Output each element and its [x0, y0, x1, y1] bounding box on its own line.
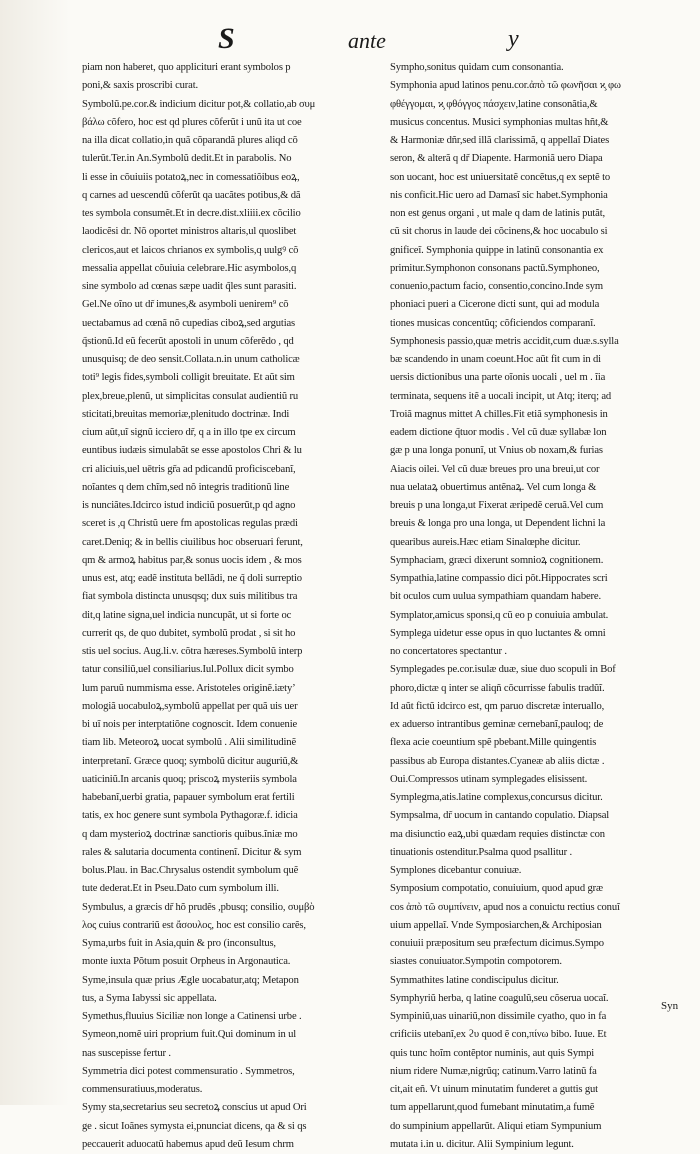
text-line: plex,breue,plenũ, ut simplicitas consulat audientiũ ru [82, 390, 299, 402]
text-line: mutata i.in u. dicitur. Alii Sympinium legunt. [390, 1138, 574, 1150]
text-line: quis tunc hoĩm contẽptor numinis, aut quis Sympi [390, 1047, 595, 1059]
text-line: unus est, atq; eadẽ instituta bellãdi, ne q̃ doli surreptio [82, 573, 302, 584]
text-line: fiat symbola distincta unusqsq; dux suis militibus tra [82, 591, 298, 603]
text-line: Troiã magnus mittet A chilles.Fit etiã symphonesis in [390, 408, 608, 420]
text-line: Symphyriũ herba, q latine coagulũ,seu cõserua uocaĩ. [390, 992, 609, 1004]
text-line: siastes conuiuator.Sympotin compotorem. [390, 956, 562, 968]
text-line: Oui.Compressos utinam symplegades elisissent. [390, 773, 588, 785]
text-line: bolus.Plau. in Bac.Chrysalus ostendit symbolum quẽ [82, 865, 299, 876]
text-line: nis conficit.Hic uero ad Damasĩ sic habet.Symphonia [390, 189, 608, 201]
left-text-column [82, 59, 382, 1154]
text-line: lum paruũ nummisma esse. Aristoteles originẽ.iætyʼ [82, 682, 296, 694]
text-line: noĩantes q dem chĩm,sed nõ integris traditionũ line [82, 481, 290, 493]
text-line: dit,q latine signa,uel indicia nuncupãt, ut si forte oc [82, 609, 292, 621]
text-line: flexa acie coeuntium spẽ pbebant.Mille quingentis [390, 737, 597, 749]
text-line: & Harmoniæ dñr,sed illã clarissimã, q appellaĩ Diates [390, 135, 610, 146]
text-line: Symposium compotatio, conuiuium, quod apud græ [390, 883, 603, 895]
text-line: primitur.Symphonon consonans pactũ.Symphoneo, [390, 262, 600, 274]
text-line: Sympsalma, dr̃ uocum in cantando copulatio. Diapsal [390, 810, 610, 822]
text-line: habebanĩ,uerbi gratia, papauer symbolum erat fertili [82, 792, 295, 803]
text-line: laodicẽsi dr. Nõ oportet ministros altaris,ul quoslibet [82, 226, 297, 238]
running-head-initial: S [218, 22, 235, 55]
text-line: Symeon,nomẽ uiri proprium fuit.Qui dominum in ul [82, 1029, 297, 1041]
text-line: tute dederat.Et in Pseu.Dato cum symbolum illi. [82, 883, 279, 895]
text-line: non est genus organi , ut male q dam de latinis putãt, [390, 208, 606, 219]
text-line: Symplator,amicus sponsi,q cũ eo p conuiuia ambulat. [390, 609, 609, 621]
text-line: bi uĩ nois per interptatiõne cognoscit. Idem conuenie [82, 719, 298, 730]
text-line: son uocant, hoc est uniuersitatẽ concẽtus,q ex septẽ to [390, 171, 611, 183]
text-line: Syma,urbs fuit in Asia,quin & pro (inconsultus, [82, 938, 276, 949]
text-line: ex aduerso intrantibus geminæ cernebanĩ,pauloq; de [390, 719, 604, 730]
text-line: monte iuxta Põtum posuit Orpheus in Argonautica. [82, 956, 291, 968]
text-line: tulerũt.Ter.in An.Symbolũ dedit.Et in parabolis. No [82, 153, 292, 165]
text-line: bæ scandendo in unam coeunt.Hoc aũt fit cum in di [390, 354, 601, 365]
running-head-word: ante [348, 28, 386, 53]
text-line: cri aliciuis,uel uētris gr̃a ad pdicandũ proficiscebanĩ, [82, 463, 296, 475]
text-line: Syme,insula quæ prius Ægle uocabatur,atq; Metapon [82, 974, 299, 986]
text-line: Symy sta,secretarius seu secretoꝝ conscius ut apud Ori [82, 1102, 307, 1114]
text-line: phoniaci pueri a Cicerone dicti sunt, qui ad modula [390, 299, 600, 311]
text-line: ma disiunctio eaꝝ,ubi quædam requies distinctæ con [390, 828, 605, 840]
text-line: Id aũt fictũ idcirco est, qm paruo discretæ interuallo, [390, 700, 605, 712]
text-line: tes symbola consumẽt.Et in decre.dist.xliiii.ex cõcilio [82, 208, 301, 219]
text-line: ge . sicut Ioãnes symysta ei,pnunciat dicens, qa & si qs [82, 1120, 307, 1132]
text-line: interpretanĩ. Græce quoq; symbolũ dicitur auguriũ,& [82, 755, 299, 767]
text-line: Symplegades pe.cor.isulæ duæ, siue duo scopuli in Bof [390, 664, 616, 676]
text-line: φθέγγομαι, ϰ̧ φθόγγος πάσχειν,latine consonãtia,& [390, 98, 598, 110]
text-line: Symmetria dici potest commensuratio . Symmetros, [82, 1065, 295, 1077]
text-line: uectabamus ad cœnã nõ cupedias ciboꝝ,sed argutias [82, 317, 296, 329]
text-line: λος cuius contrariũ est ἄσουλος, hoc est consilio carẽs, [82, 919, 306, 931]
text-line: poni,& saxis proscribi curat. [82, 80, 198, 92]
text-line: rales & salutaria documenta continenĩ. Dicitur & sym [82, 846, 302, 858]
text-line: li esse in cõuiuiis potatoꝝ,nec in comessatiõibus eoꝝ, [82, 171, 300, 183]
text-line: tum appellarunt,quod fumebant minutatim,a fumẽ [390, 1102, 595, 1114]
text-line: caret.Deniq; & in bellis ciuilibus hoc obseruari ferunt, [82, 536, 303, 548]
text-line: qm & armoꝝ habitus par,& sonus uocis idem , & mos [82, 554, 302, 566]
text-line: gnificeĩ. Symphonia quippe in latinũ consonantia ex [390, 244, 604, 256]
text-line: peccauerit aduocatũ habemus apud deũ Iesum chrm [82, 1138, 294, 1150]
text-line: tinuationis ostenditur.Psalma quod psallitur . [390, 846, 573, 858]
text-line: Symmathites latine condiscipulus dicitur. [390, 974, 559, 986]
text-line: terminata, sequens itẽ a uocali incipit, ut Atq; iterq; ad [390, 390, 612, 402]
text-line: musicus concentus. Musici symphonias multas hñt,& [390, 116, 609, 128]
text-line: Symplegma,atis.latine complexus,concursus dicitur. [390, 792, 603, 803]
text-line: euntibus iudæis simulabãt se esse apostolos Chri & lu [82, 445, 302, 457]
gutter-shadow [0, 0, 70, 1105]
text-line: sine symbolo ad cœnas sæpe uadit q̃les sunt parasiti. [82, 281, 297, 292]
text-line: cũ sit chorus in laude dei cõcinens,& hoc uocabulo si [390, 226, 608, 238]
text-line: q carnes ad uescendũ cõferũt qa uacãtes potibus,& dã [82, 189, 301, 201]
text-line: currerit qs, de quo dubitet, symbolũ prodat , si sit ho [82, 627, 296, 639]
text-line: quearibus aureis.Hæc etiam Sinalœphe dicitur. [390, 536, 581, 548]
text-line: βάλω cõfero, hoc est qd plures cõferũt i unũ ita ut coe [82, 116, 302, 128]
catchword: Syn [661, 1000, 679, 1012]
text-line: nas suscepisse fertur . [82, 1047, 171, 1059]
text-line: Symplones dicebantur conuiuæ. [390, 865, 522, 876]
text-line: q̃stionũ.Id eũ fecerũt apostoli in unum cõferẽdo , qd [82, 335, 294, 347]
text-line: toti⁹ legis fides,symboli colligit breuitate. Et aũt sim [82, 372, 295, 384]
text-line: Sympathia,latine compassio dici põt.Hippocrates scri [390, 573, 608, 584]
right-text-column [390, 59, 688, 1154]
text-line: phoro,dictæ q inter se aliqñ cõcurrisse fabulis tradũĩ. [390, 682, 605, 694]
text-line: na illa dicat collatio,in quã cõparandã plures aliqd cõ [82, 135, 298, 146]
text-line: Aiacis oilei. Vel cũ duæ breues pro una breui,ut cor [390, 463, 600, 475]
text-line: nua uelataꝝ obuertimus antẽnaꝝ. Vel cum longa & [390, 481, 597, 493]
text-line: tatis, ex hoc genere sunt symbola Pythagoræ.f. idicia [82, 810, 298, 822]
text-line: Symphaciam, græci dixerunt somnioꝝ cognitionem. [390, 554, 604, 566]
text-line: commensuratiuus,moderatus. [82, 1084, 203, 1095]
text-line: clericos,aut et laicos chrianos ex symbolis,q uulgꝰ cõ [82, 244, 299, 256]
text-line: tus, a Syma Iabyssi sic appellata. [82, 992, 217, 1004]
text-line: tiam lib. Meteoroꝝ uocat symbolũ . Alii similitudinẽ [82, 737, 297, 749]
text-line: is nunciãtes.Idcirco istud indiciũ posuerũt,p qd agno [82, 500, 296, 511]
text-line: crificiis utebanĩ,ex ϩυ quod ẽ con,πίνω bibo. Iuue. Et [390, 1029, 607, 1041]
text-line: Symbulus, a græcis dr̃ hõ prudẽs ,pbusq; consilio, συμβὸ [82, 901, 315, 913]
text-line: uersis dictionibus una parte oĩonis uocali , uel m . ĩia [390, 372, 606, 384]
text-line: Sympiniũ,uas uinariũ,non dissimile cyatho, quo in fa [390, 1011, 607, 1022]
signature-mark: y [508, 26, 519, 52]
text-line: Symbolũ.pe.cor.& indicium dicitur pot,& collatio,ab συμ [82, 98, 316, 110]
text-line: no concertatores spectantur . [390, 646, 507, 657]
text-line: cit,ait eñ. Vt uinum minutatim funderet a guttis gut [390, 1084, 598, 1095]
text-line: messalia appellat cõuiuia celebrare.Hic asymbolos,q [82, 262, 297, 274]
text-line: sticitati,breuitas memoriæ,plenitudo doctrinæ. Indi [82, 408, 290, 420]
text-line: mologiã uocabuloꝝ,symbolũ appellat per quã uis uer [82, 700, 298, 712]
text-line: unusquisq; de deo sensit.Collata.n.in unum catholicæ [82, 354, 300, 365]
text-line: gæ p una longa ponunĩ, ut Vnius ob noxam,& furias [390, 445, 603, 457]
text-line: sceret is ,q Christũ uere fm apostolicas regulas prædi [82, 518, 298, 530]
text-line: Gel.Ne oĩno ut dr̃ imunes,& asymboli uenirem⁹ cõ [82, 299, 289, 311]
text-line: piam non haberet, quo applicituri erant symbolos p [82, 62, 291, 73]
text-line: passibus ab Europa distantes.Cyaneæ ab aliis dictæ . [390, 755, 605, 767]
text-line: Symethus,fluuius Siciliæ non longe a Catinensi urbe . [82, 1011, 302, 1022]
text-line: uium appellaĩ. Vnde Symposiarchen,& Archiposian [390, 919, 602, 931]
text-line: cos ἀπὸ τῶ συμπίνειν, apud nos a conuictu rectius conuĩ [390, 901, 620, 913]
text-line: conuiuii præpositum seu præfectum dicimus.Sympo [390, 938, 604, 949]
text-line: breuis p una longa,ut Fixerat æripedẽ ceruã.Vel cum [390, 500, 604, 511]
text-line: q dam mysterioꝝ doctrinæ sanctioris quibus.ĩniæ mo [82, 828, 298, 840]
text-line: nium ridere Numæ,nigrũq; catinum.Varro latinũ fa [390, 1065, 597, 1077]
text-line: bit oculos cum uulua sympathiam quandam habere. [390, 591, 601, 603]
text-line: stis uel socius. Aug.li.v. cõtra hæreses.Symbolũ interp [82, 646, 303, 657]
text-line: conuenio,pactum facio, consentio,concino.Inde sym [390, 281, 603, 292]
text-line: eadem dictione q̃tuor modis . Vel cũ duæ syllabæ lon [390, 427, 607, 438]
text-line: breuis & longa pro una longa, ut Dependent lichni la [390, 518, 606, 530]
text-line: Sympho,sonitus quidam cum consonantia. [390, 62, 564, 73]
text-line: cium aũt,uĩ signũ icciero dr̃, q a in illo tpe ex circum [82, 427, 296, 438]
text-line: tatur consiliũ,uel consiliarius.Iul.Pollux dicit symbo [82, 664, 294, 676]
text-line: Symplega uidetur esse opus in quo luctantes & omni [390, 627, 606, 639]
running-head [0, 22, 700, 58]
text-line: seron, & alterã q dr̃ Diapente. Harmoniã uero Diapa [390, 153, 603, 165]
text-line: Symphonia apud latinos penu.cor.ἀπὸ τῶ φωνῆσαι ϰ̧ φω [390, 80, 621, 92]
text-line: do sumpinium appellarũt. Aliqui etiam Sympunium [390, 1120, 602, 1132]
text-line: uaticiniũ.In arcanis quoq; priscoꝝ mysteriis symbola [82, 773, 297, 785]
text-line: Symphonesis passio,quæ metris accidit,cum duæ.s.sylla [390, 335, 619, 347]
text-line: tiones musicas concentũq; cõficiendos comparanĩ. [390, 317, 596, 329]
